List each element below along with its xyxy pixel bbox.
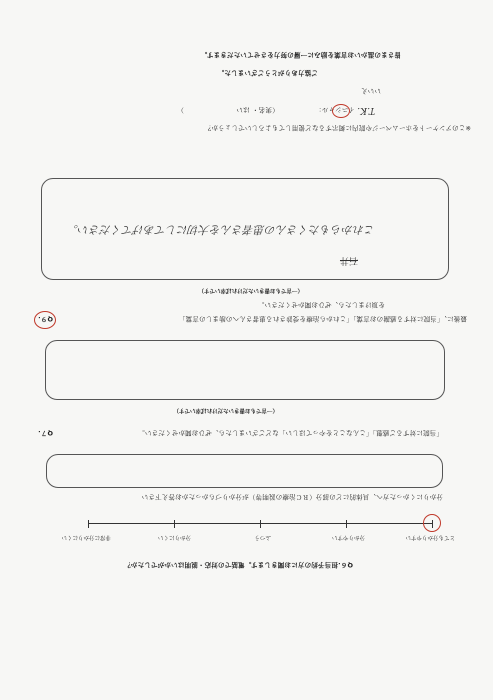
q7-answer-box[interactable] xyxy=(46,454,443,488)
q6-question-text: Q６.担当予約の方にお聞きします。電話での対応・説明はいかがでしたか？ xyxy=(124,561,353,569)
q8-answer-box[interactable] xyxy=(45,340,445,400)
scale-tick xyxy=(174,520,175,528)
q9-handwritten-answer: これからもたくさんの患者さんを大切にしてあげてください。 xyxy=(67,223,375,236)
scale-option-3[interactable]: ふつう xyxy=(254,534,271,540)
scale-option-4[interactable]: 分かりにくい xyxy=(157,534,191,540)
q9-number: Q９. xyxy=(37,315,53,323)
initial-label: イニシャル： xyxy=(314,106,355,114)
q9-note: （一言でもお書きいただければ幸いです） xyxy=(198,287,303,293)
publish-yes-option[interactable]: はい xyxy=(236,106,250,114)
scale-tick xyxy=(260,520,261,528)
publish-no-option[interactable]: いいえ xyxy=(360,87,381,95)
q7-number: Q７. xyxy=(37,429,53,437)
q9-text-line1: 最後に、「当院に対する感謝のお言葉」「これから治療を受診される患者さんへの励ましの言葉」 xyxy=(178,315,467,323)
publish-question-text: ※このアンケートをホームページや院内に掲示するなど使用してもよろしいでしょうか？ xyxy=(204,124,471,132)
q6-followup-text: 分かりにくかった方へ、具体的にどの部分（ＲＣ治療の説明等）が分かりづらかったかお答え下さい xyxy=(141,493,443,501)
q9-text-line2: を頂けましたら、ぜひお聞かせください。 xyxy=(257,301,385,309)
yes-circled-mark xyxy=(332,104,350,118)
real-name-label: （実名・ xyxy=(251,106,279,114)
initial-value: T.K. xyxy=(357,105,375,115)
scale-selection-mark xyxy=(423,514,441,532)
thanks-line-2: ご協力ありがとうございました。 xyxy=(217,69,318,77)
q9-signature: 石井 xyxy=(339,255,358,265)
scale-tick xyxy=(88,520,89,528)
scale-option-2[interactable]: 分かりやすい xyxy=(331,534,365,540)
scale-tick xyxy=(346,520,347,528)
q7-note: （一言でもお書きいただければ幸いです） xyxy=(173,407,278,413)
q7-text: 「当院に対するご感想」「こんなことをやってほしい」などございましたら、ぜひお聞かせください。 xyxy=(138,429,443,437)
scale-option-1[interactable]: とても分かりやすい xyxy=(405,534,455,540)
close-paren: ） xyxy=(177,106,184,114)
q9-red-circle xyxy=(34,311,56,329)
publish-question-row xyxy=(361,87,381,96)
scale-option-5[interactable]: 非常に分かりにくい xyxy=(61,534,111,540)
thanks-line-1: 皆さまの温かいお言葉を励みに一層の努力をさせていただきます。 xyxy=(200,51,401,59)
